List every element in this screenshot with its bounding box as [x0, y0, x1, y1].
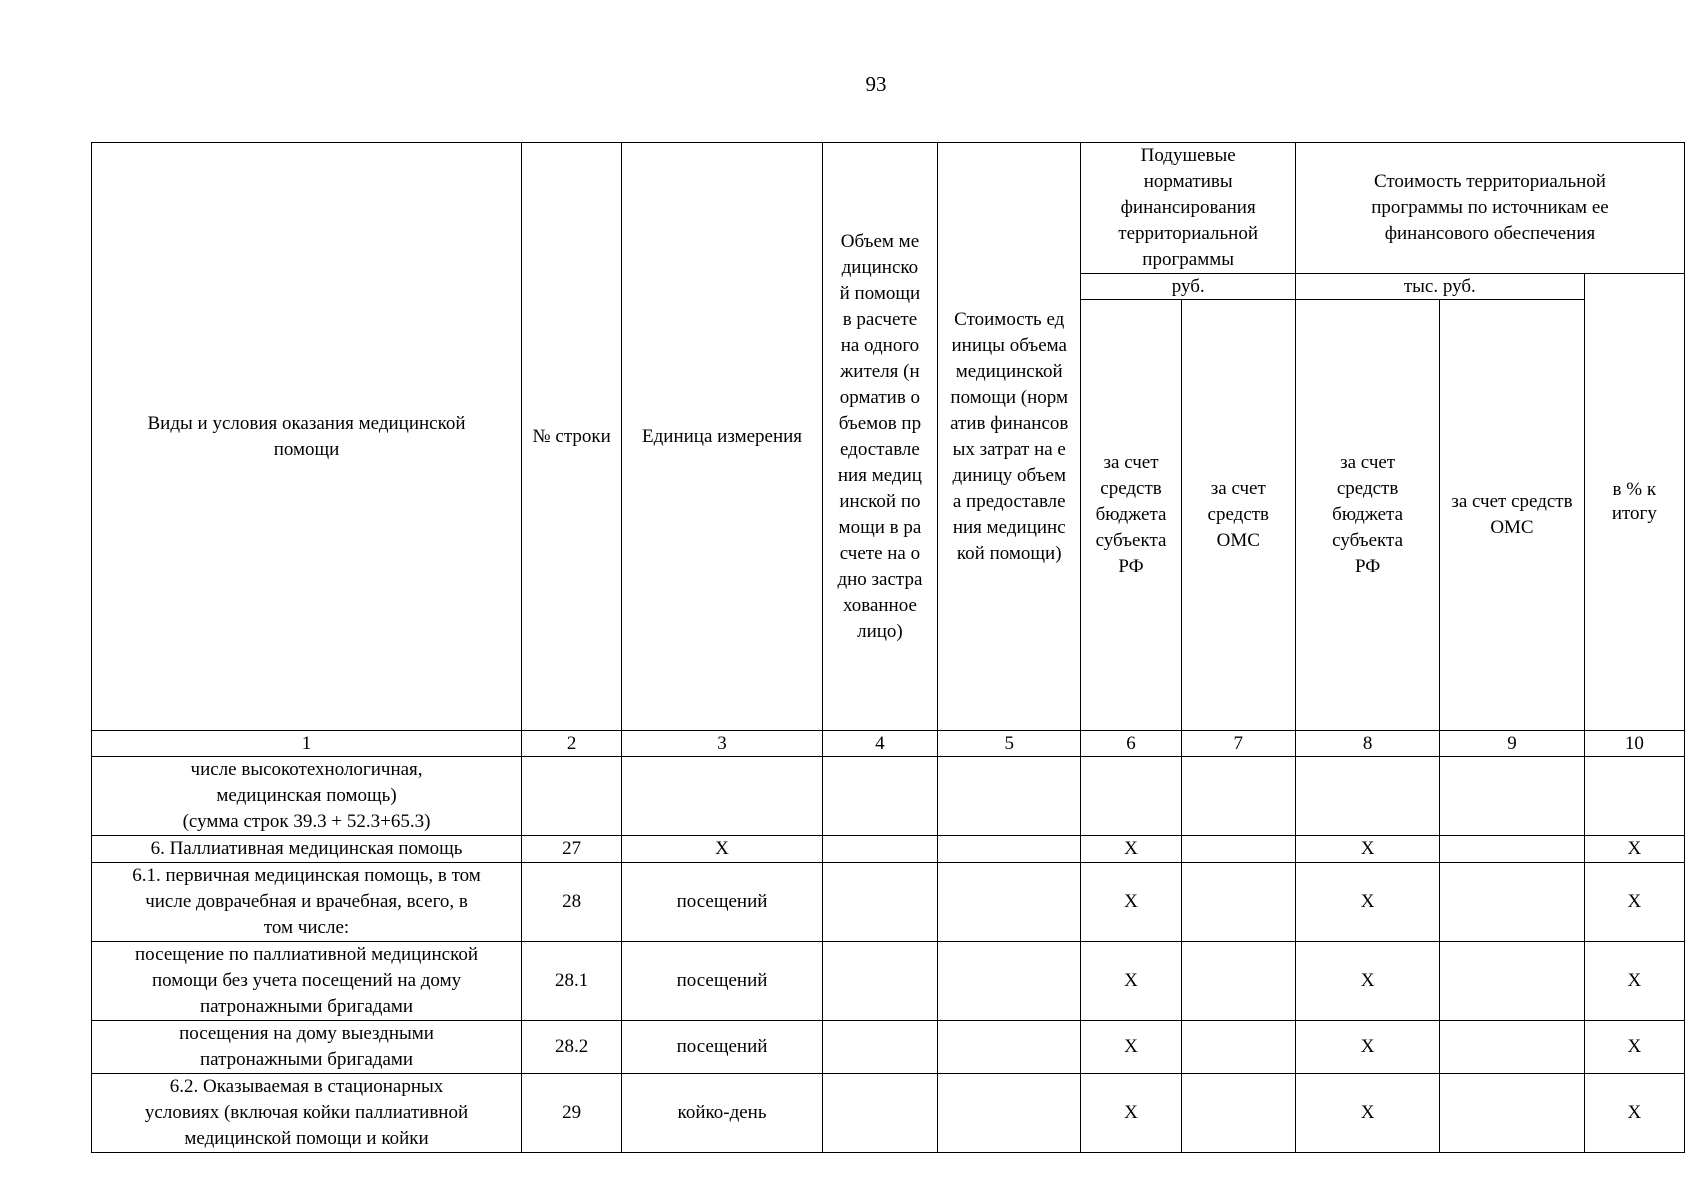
- table-cell: [1584, 757, 1684, 836]
- table-cell: X: [1584, 1074, 1684, 1153]
- table-row: [92, 863, 1685, 942]
- table-cell: посещений: [622, 942, 822, 1021]
- table-cell: [1181, 1074, 1295, 1153]
- table-cell: [938, 942, 1081, 1021]
- page-number: 93: [865, 72, 887, 96]
- table-cell: X: [1295, 1021, 1439, 1074]
- table-cell: [1295, 757, 1439, 836]
- medical-care-table: [91, 142, 1685, 1153]
- row-name: посещения на дому выездными патронажными бригадами: [92, 1021, 522, 1074]
- table-cell: [1181, 942, 1295, 1021]
- table-row: [92, 942, 1685, 1021]
- table-cell: [522, 757, 622, 836]
- header-cost-group: Стоимость территориальной программы по источникам ее финансового обеспечения: [1295, 143, 1684, 274]
- header-row: [92, 143, 1685, 274]
- table-cell: [822, 1074, 937, 1153]
- header-care-types: Виды и условия оказания медицинской помощи: [92, 143, 522, 731]
- table-cell: X: [1295, 863, 1439, 942]
- table-cell: [938, 1021, 1081, 1074]
- column-number: 2: [522, 731, 622, 757]
- table-cell: [822, 1021, 937, 1074]
- header-per-capita-oms: за счет средств ОМС: [1181, 300, 1295, 731]
- table-cell: X: [1081, 863, 1181, 942]
- table-cell: 27: [522, 836, 622, 863]
- table-cell: [938, 863, 1081, 942]
- table-cell: X: [1584, 942, 1684, 1021]
- row-name: 6.2. Оказываемая в стационарных условиях (включая койки паллиативной медицинской помощи и койки: [92, 1074, 522, 1153]
- table-cell: 28: [522, 863, 622, 942]
- header-cost-oms: за счет средств ОМС: [1440, 300, 1584, 731]
- column-number: 9: [1440, 731, 1584, 757]
- table-cell: [1181, 1021, 1295, 1074]
- table-cell: [622, 757, 822, 836]
- column-number: 6: [1081, 731, 1181, 757]
- header-unit-rub: руб.: [1081, 274, 1296, 300]
- column-number: 1: [92, 731, 522, 757]
- column-number: 4: [822, 731, 937, 757]
- table-cell: [1440, 1021, 1584, 1074]
- table-cell: 29: [522, 1074, 622, 1153]
- table-cell: [938, 1074, 1081, 1153]
- column-number: 7: [1181, 731, 1295, 757]
- table-cell: [1440, 863, 1584, 942]
- table-cell: 28.2: [522, 1021, 622, 1074]
- header-cost-budget: за счет средств бюджета субъекта РФ: [1295, 300, 1439, 731]
- header-unit-cost: Стоимость единицы объема медицинской помощи (норматив финансовых затрат на единицу объема предоставления медицинской помощи): [938, 143, 1081, 731]
- row-name: 6.1. первичная медицинская помощь, в том числе доврачебная и врачебная, всего, в том числе:: [92, 863, 522, 942]
- table-cell: X: [1295, 1074, 1439, 1153]
- table-cell: [938, 757, 1081, 836]
- table-cell: X: [1295, 836, 1439, 863]
- row-name: числе высокотехнологичная, медицинская помощь) (сумма строк 39.3 + 52.3+65.3): [92, 757, 522, 836]
- table-cell: [1440, 757, 1584, 836]
- row-name: посещение по паллиативной медицинской помощи без учета посещений на дому патронажными бригадами: [92, 942, 522, 1021]
- table-cell: [1181, 757, 1295, 836]
- table-row: [92, 1021, 1685, 1074]
- table-cell: X: [1081, 836, 1181, 863]
- table-cell: X: [1295, 942, 1439, 1021]
- table-cell: [938, 836, 1081, 863]
- table-cell: посещений: [622, 863, 822, 942]
- table-cell: 28.1: [522, 942, 622, 1021]
- header-unit-thousand-rub: тыс. руб.: [1295, 274, 1584, 300]
- table-cell: [822, 863, 937, 942]
- table-cell: посещений: [622, 1021, 822, 1074]
- table-cell: [822, 836, 937, 863]
- table-cell: X: [1584, 863, 1684, 942]
- table-cell: X: [1584, 1021, 1684, 1074]
- header-volume: Объем медицинской помощи в расчете на одного жителя (норматив объемов предоставления медицинской помощи в расчете на одно застрахованное лицо): [822, 143, 937, 731]
- table-cell: [1440, 836, 1584, 863]
- table-cell: [1440, 942, 1584, 1021]
- row-name: 6. Паллиативная медицинская помощь: [92, 836, 522, 863]
- header-per-capita-group: Подушевые нормативы финансирования территориальной программы: [1081, 143, 1296, 274]
- table-cell: X: [622, 836, 822, 863]
- table-cell: [1181, 836, 1295, 863]
- table-cell: [822, 942, 937, 1021]
- table-cell: койко-день: [622, 1074, 822, 1153]
- table-row: [92, 836, 1685, 863]
- table-cell: X: [1584, 836, 1684, 863]
- header-per-capita-budget: за счет средств бюджета субъекта РФ: [1081, 300, 1181, 731]
- table-cell: X: [1081, 1074, 1181, 1153]
- table-row: [92, 757, 1685, 836]
- table-cell: [1440, 1074, 1584, 1153]
- table-cell: X: [1081, 942, 1181, 1021]
- header-percent-total: в % к итогу: [1584, 274, 1684, 731]
- column-number: 8: [1295, 731, 1439, 757]
- column-number: 5: [938, 731, 1081, 757]
- table-cell: [1081, 757, 1181, 836]
- column-numbers-row: [92, 731, 1685, 757]
- table-cell: X: [1081, 1021, 1181, 1074]
- column-number: 10: [1584, 731, 1684, 757]
- column-number: 3: [622, 731, 822, 757]
- header-unit: Единица измерения: [622, 143, 822, 731]
- table-row: [92, 1074, 1685, 1153]
- table-cell: [822, 757, 937, 836]
- header-row-number: № строки: [522, 143, 622, 731]
- table-cell: [1181, 863, 1295, 942]
